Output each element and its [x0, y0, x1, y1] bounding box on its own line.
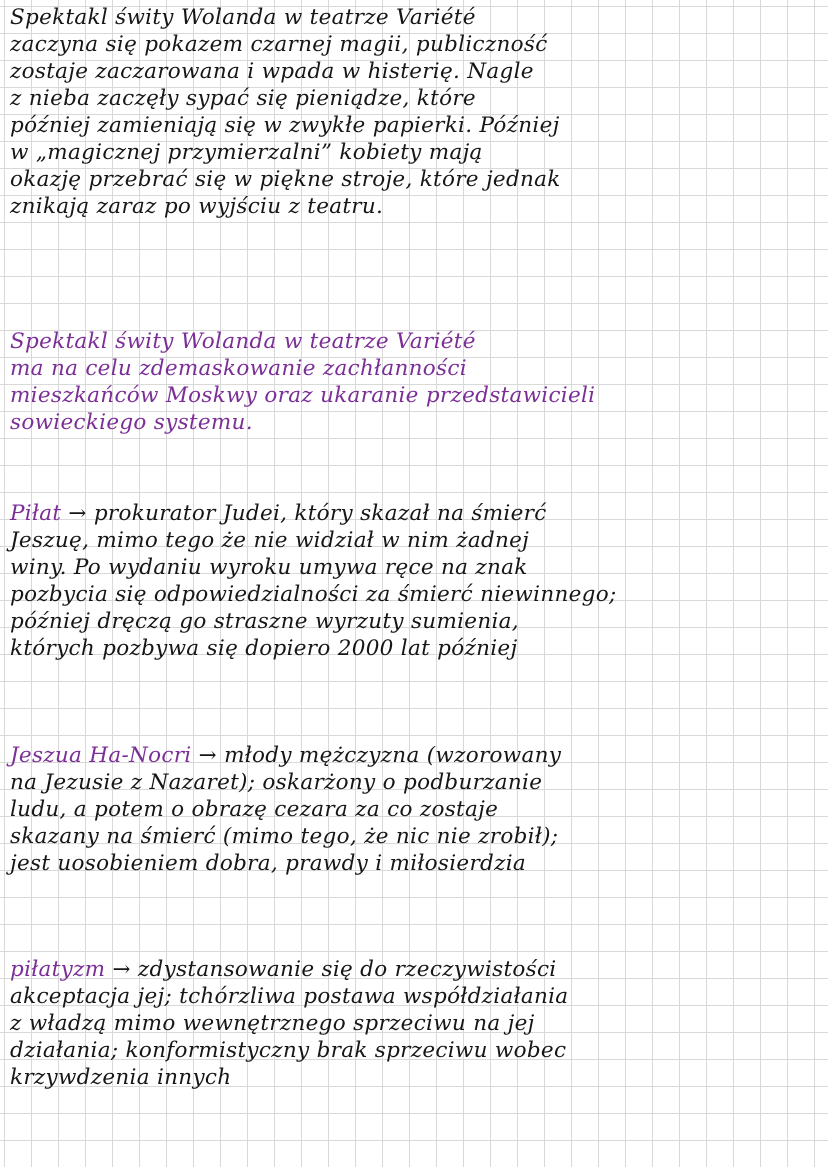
note-line: znikają zaraz po wyjściu z teatru.: [10, 194, 384, 219]
note-line: których pozbywa się dopiero 2000 lat później: [10, 636, 518, 661]
note-line: zaczyna się pokazem czarnej magii, publiczność: [10, 32, 548, 57]
note-line: ludu, a potem o obrazę cezara za co zostaje: [10, 797, 499, 822]
note-line: później zamieniają się w zwykłe papierki. Później: [10, 113, 560, 138]
note-line: zostaje zaczarowana i wpada w histerię. Nagle: [10, 59, 534, 84]
note-pilatyzm: [10, 956, 815, 1091]
term-pilatyzm: piłatyzm: [10, 957, 106, 982]
pilat-definition: → prokurator Judei, który skazał na śmierć: [61, 501, 547, 526]
note-show-description: [10, 4, 815, 220]
jeszua-definition: → młody mężczyzna (wzorowany: [191, 743, 562, 768]
note-line: sowieckiego systemu.: [10, 410, 253, 435]
term-jeszua: Jeszua Ha-Nocri: [10, 743, 192, 768]
note-line: z władzą mimo wewnętrznego sprzeciwu na jej: [10, 1011, 535, 1036]
pilatyzm-definition: → zdystansowanie się do rzeczywistości: [105, 957, 557, 982]
note-line: [10, 956, 815, 983]
note-line: w „magicznej przymierzalni” kobiety mają: [10, 140, 483, 165]
note-line: na Jezusie z Nazaret); oskarżony o podburzanie: [10, 770, 543, 795]
term-pilat: Piłat: [10, 501, 62, 526]
note-pilat: [10, 500, 815, 662]
note-line: jest uosobieniem dobra, prawdy i miłosierdzia: [10, 851, 527, 876]
note-line: [10, 500, 815, 527]
note-line: działania; konformistyczny brak sprzeciwu wobec: [10, 1038, 567, 1063]
note-line: skazany na śmierć (mimo tego, że nic nie zrobił);: [10, 824, 559, 849]
note-line: krzywdzenia innych: [10, 1065, 232, 1090]
note-line: później dręczą go straszne wyrzuty sumienia,: [10, 609, 519, 634]
note-line: Spektakl świty Wolanda w teatrze Variété: [10, 329, 476, 354]
note-line: akceptacja jej; tchórzliwa postawa współdziałania: [10, 984, 569, 1009]
note-line: z nieba zaczęły sypać się pieniądze, które: [10, 86, 476, 111]
note-line: [10, 742, 815, 769]
note-line: okazję przebrać się w piękne stroje, które jednak: [10, 167, 561, 192]
note-jeszua: [10, 742, 815, 877]
note-line: pozbycia się odpowiedzialności za śmierć niewinnego;: [10, 582, 617, 607]
note-line: ma na celu zdemaskowanie zachłanności: [10, 356, 467, 381]
note-show-purpose: [10, 328, 815, 436]
note-line: Spektakl świty Wolanda w teatrze Variété: [10, 5, 476, 30]
note-line: mieszkańców Moskwy oraz ukaranie przedstawicieli: [10, 383, 596, 408]
note-line: Jeszuę, mimo tego że nie widział w nim żadnej: [10, 528, 530, 553]
note-line: winy. Po wydaniu wyroku umywa ręce na znak: [10, 555, 528, 580]
